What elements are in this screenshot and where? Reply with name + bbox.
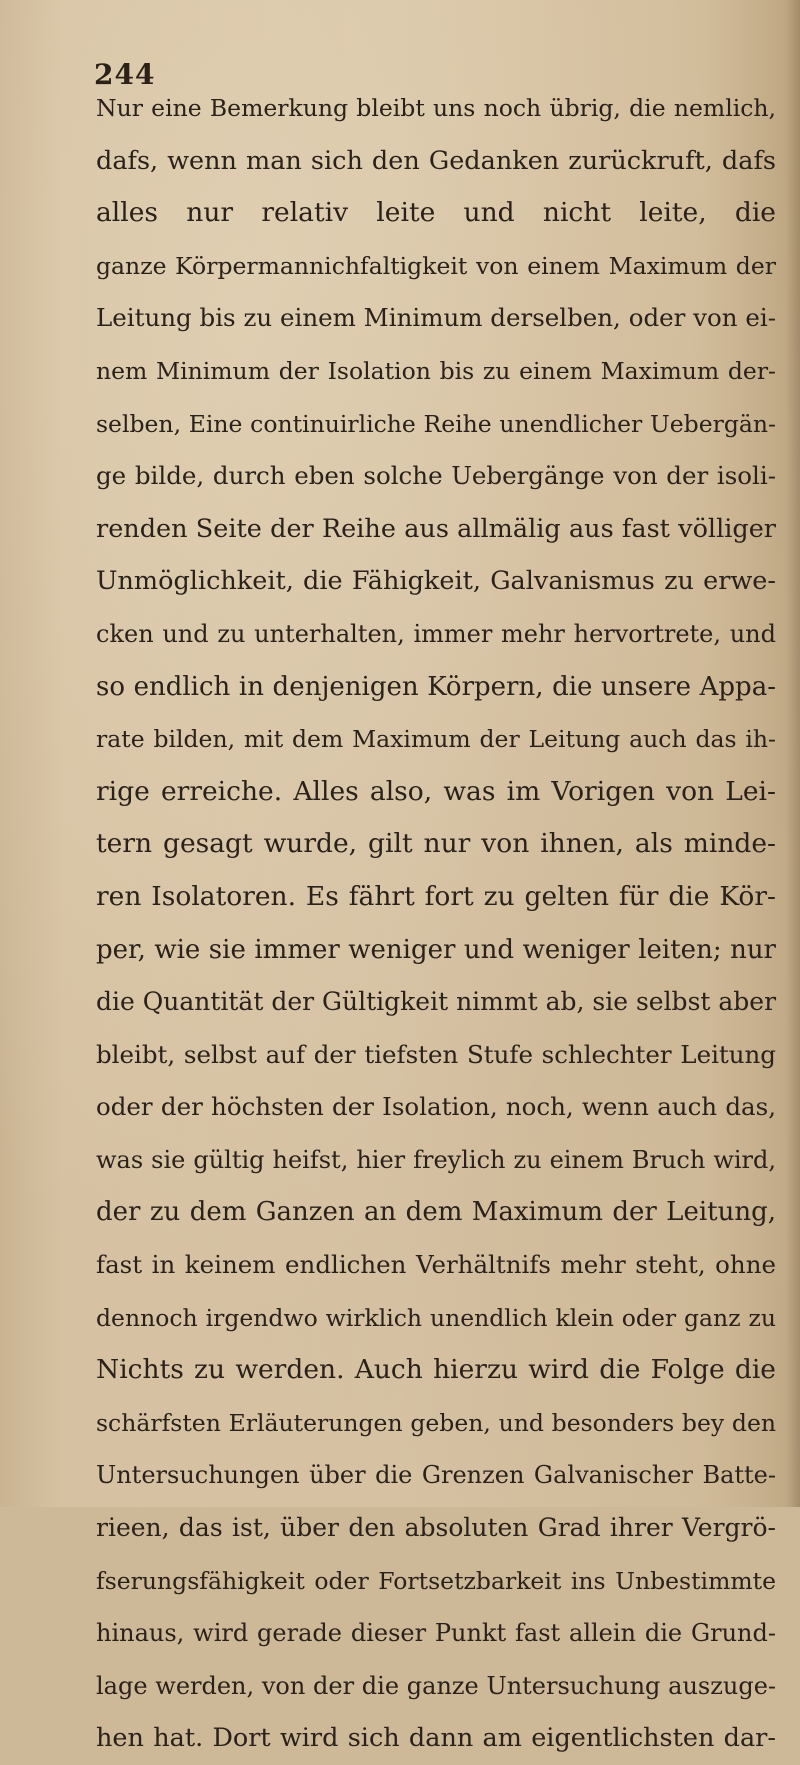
text-line: ren Isolatoren. Es fährt fort zu gelten für die Kör- xyxy=(96,880,776,912)
text-line: Untersuchungen über die Grenzen Galvanischer Batte- xyxy=(96,1461,776,1490)
text-line: nem Minimum der Isolation bis zu einem Maximum der- xyxy=(96,356,776,385)
text-line: was sie gültig heifst, hier freylich zu einem Bruch wird, xyxy=(96,1145,776,1174)
page-number: 244 xyxy=(94,58,156,91)
text-line: schärfsten Erläuterungen geben, und besonders bey den xyxy=(96,1408,776,1437)
text-line: ge bilde, durch eben solche Uebergänge von der isoli- xyxy=(96,461,776,491)
text-line: bleibt, selbst auf der tiefsten Stufe schlechter Leitung xyxy=(96,1039,776,1069)
text-line: fast in keinem endlichen Verhältnifs mehr steht, ohne xyxy=(96,1250,776,1280)
text-line: Unmöglichkeit, die Fähigkeit, Galvanismus zu erwe- xyxy=(96,566,776,597)
text-line: rate bilden, mit dem Maximum der Leitung auch das ih- xyxy=(96,725,776,754)
text-line: selben, Eine continuirliche Reihe unendlicher Uebergän- xyxy=(96,409,776,438)
text-line: ganze Körpermannichfaltigkeit von einem Maximum der xyxy=(96,251,776,280)
text-line: Nur eine Bemerkung bleibt uns noch übrig, die nemlich, xyxy=(96,94,776,122)
text-line: cken und zu unterhalten, immer mehr hervortrete, und xyxy=(96,619,776,648)
body-text xyxy=(96,82,776,1765)
text-line: hen hat. Dort wird sich dann am eigentlichsten dar- xyxy=(96,1723,776,1754)
page-edge-shadow xyxy=(786,0,800,1507)
text-line: Nichts zu werden. Auch hierzu wird die Folge die xyxy=(96,1354,776,1386)
text-line: Leitung bis zu einem Minimum derselben, oder von ei- xyxy=(96,303,776,333)
text-line: dennoch irgendwo wirklich unendlich klein oder ganz zu xyxy=(96,1303,776,1332)
text-line: renden Seite der Reihe aus allmälig aus fast völliger xyxy=(96,513,776,544)
text-line: lage werden, von der die ganze Untersuchung auszuge- xyxy=(96,1671,776,1700)
text-line: fserungsfähigkeit oder Fortsetzbarkeit ins Unbestimmte xyxy=(96,1566,776,1595)
text-line: oder der höchsten der Isolation, noch, wenn auch das, xyxy=(96,1092,776,1122)
text-line: rieen, das ist, über den absoluten Grad ihrer Vergrö- xyxy=(96,1513,776,1543)
text-line: tern gesagt wurde, gilt nur von ihnen, als minde- xyxy=(96,828,776,860)
text-line: die Quantität der Gültigkeit nimmt ab, sie selbst aber xyxy=(96,987,777,1017)
text-line: dafs, wenn man sich den Gedanken zurückruft, dafs xyxy=(96,145,776,176)
text-line: hinaus, wird gerade dieser Punkt fast allein die Grund- xyxy=(96,1619,776,1648)
text-line: per, wie sie immer weniger und weniger leiten; nur xyxy=(96,934,776,965)
text-line: alles nur relativ leite und nicht leite, die xyxy=(96,197,776,229)
text-line: rige erreiche. Alles also, was im Vorigen von Lei- xyxy=(96,775,776,807)
text-line: der zu dem Ganzen an dem Maximum der Leitung, xyxy=(96,1197,776,1228)
text-line: so endlich in denjenigen Körpern, die unsere Appa- xyxy=(96,671,776,702)
